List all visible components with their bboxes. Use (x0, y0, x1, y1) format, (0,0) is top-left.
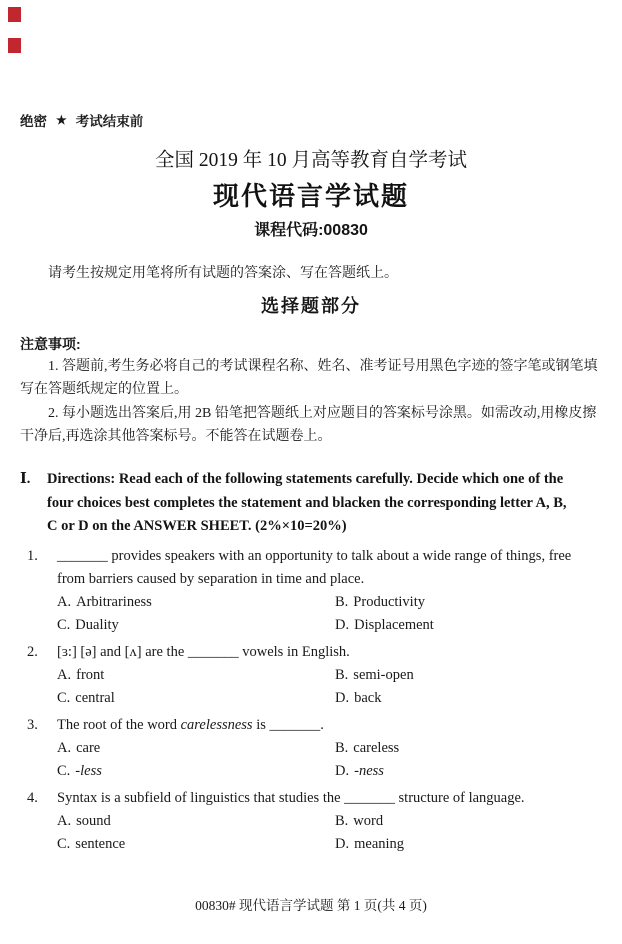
option-b: B. careless (335, 739, 400, 756)
question-text: _______ provides speakers with an opportunity to talk about a wide range of things, free from barriers caused by separation in time and place. (57, 547, 572, 587)
question-4 (20, 787, 602, 856)
option-b: B. word (335, 812, 384, 829)
course-code: 课程代码:00830 (254, 222, 368, 239)
question-1 (20, 545, 602, 637)
question-text: The root of the word carelessness is _______. (57, 716, 324, 733)
section-title: 选择题部分 (261, 296, 361, 316)
question-number: 3. (27, 716, 38, 733)
options (57, 810, 582, 856)
directions (20, 468, 602, 539)
option-b: B. semi-open (335, 666, 414, 683)
classification-timing: 考试结束前 (75, 114, 144, 129)
question-number: 1. (27, 547, 38, 564)
options (57, 664, 582, 710)
question-text: Syntax is a subfield of linguistics that studies the _______ structure of language. (57, 789, 525, 806)
option-d: D. back (335, 689, 382, 706)
answer-instruction: 请考生按规定用笔将所有试题的答案涂、写在答题纸上。 (48, 266, 398, 281)
question-3 (20, 714, 602, 783)
option-d: D. -ness (335, 762, 384, 779)
page-footer: 00830# 现代语言学试题 第 1 页(共 4 页) (195, 898, 427, 913)
option-a: A. care (57, 739, 101, 756)
paper-title: 现代语言学试题 (212, 181, 409, 211)
question-number: 4. (27, 789, 38, 806)
question-2 (20, 641, 602, 710)
option-d: D. meaning (335, 835, 405, 852)
option-d: D. Displacement (335, 616, 434, 633)
directions-numeral: Ⅰ. (20, 471, 31, 487)
option-c: C. -less (57, 762, 102, 779)
option-c: C. Duality (57, 616, 119, 633)
notice-item-2: 2. 每小题选出答案后,用 2B 铅笔把答题纸上对应题目的答案标号涂黑。如需改动,用橡皮擦干净后,再选涂其他答案标号。不能答在试题卷上。 (20, 406, 597, 444)
classification-label: 绝密 (20, 114, 47, 129)
star-icon: ★ (56, 113, 67, 127)
notice-heading: 注意事项: (20, 336, 81, 352)
red-mark-top (8, 7, 21, 22)
option-a: A. front (57, 666, 105, 683)
directions-text: Directions: Read each of the following statements carefully. Decide which one of the four choices best completes the statement and blacken the corresponding letter A, B, C or D on the ANSWER SHEET. (2%×10=20%) (47, 471, 567, 534)
exam-name: 全国 2019 年 10 月高等教育自学考试 (154, 150, 467, 171)
option-c: C. sentence (57, 835, 126, 852)
red-mark-bottom (8, 38, 21, 53)
option-b: B. Productivity (335, 593, 425, 610)
question-number: 2. (27, 643, 38, 660)
option-a: A. sound (57, 812, 111, 829)
options (57, 591, 582, 637)
option-c: C. central (57, 689, 115, 706)
security-classification (20, 110, 602, 130)
notice-item-1: 1. 答题前,考生务必将自己的考试课程名称、姓名、准考证号用黑色字迹的签字笔或钢笔填写在答题纸规定的位置上。 (20, 359, 598, 397)
question-text: [ɜ:] [ə] and [ʌ] are the _______ vowels in English. (57, 643, 350, 660)
option-a: A. Arbitrariness (57, 593, 152, 610)
question-list (20, 545, 602, 856)
options (57, 737, 582, 783)
